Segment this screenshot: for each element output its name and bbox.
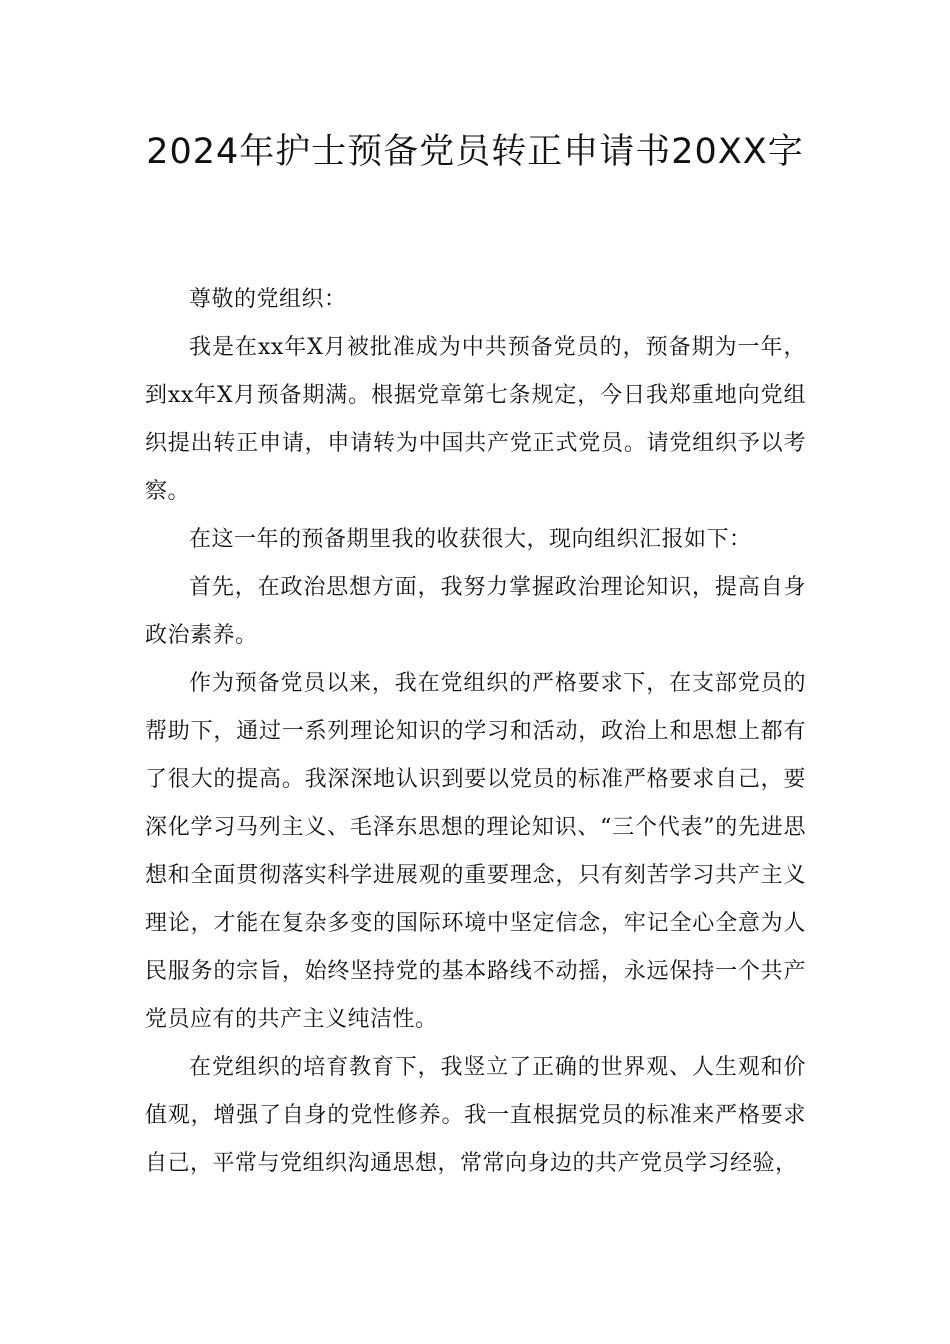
document-title: 2024年护士预备党员转正申请书20XX字	[146, 132, 804, 172]
salutation: 尊敬的党组织：	[189, 287, 347, 312]
paragraph-4: 作为预备党员以来，我在党组织的严格要求下，在支部党员的帮助下，通过一系列理论知识的学习和活动，政治上和思想上都有了很大的提高。我深深地认识到要以党员的标准严格要求自己，要深化学习马列主义、毛泽东思想的理论知识、“三个代表”的先进思想和全面贯彻落实科学进展观的重要理念，只有刻苦学习共产主义理论，才能在复杂多变的国际环境中坚定信念，牢记全心全意为人民服务的宗旨，始终坚持党的基本路线不动摇，永远保持一个共产党员应有的共产主义纯洁性。	[145, 671, 806, 1032]
paragraph-1: 我是在xx年X月被批准成为中共预备党员的，预备期为一年，到xx年X月预备期满。根据党章第七条规定，今日我郑重地向党组织提出转正申请，申请转为中国共产党正式党员。请党组织予以考察。	[145, 335, 806, 504]
paragraph-5: 在党组织的培育教育下，我竖立了正确的世界观、人生观和价值观，增强了自身的党性修养。我一直根据党员的标准来严格要求自己，平常与党组织沟通思想，常常向身边的共产党员学习经验，	[145, 1055, 806, 1176]
paragraph-3: 首先，在政治思想方面，我努力掌握政治理论知识，提高自身政治素养。	[145, 575, 806, 648]
document-body	[145, 276, 806, 1188]
paragraph-2: 在这一年的预备期里我的收获很大，现向组织汇报如下：	[189, 527, 752, 552]
